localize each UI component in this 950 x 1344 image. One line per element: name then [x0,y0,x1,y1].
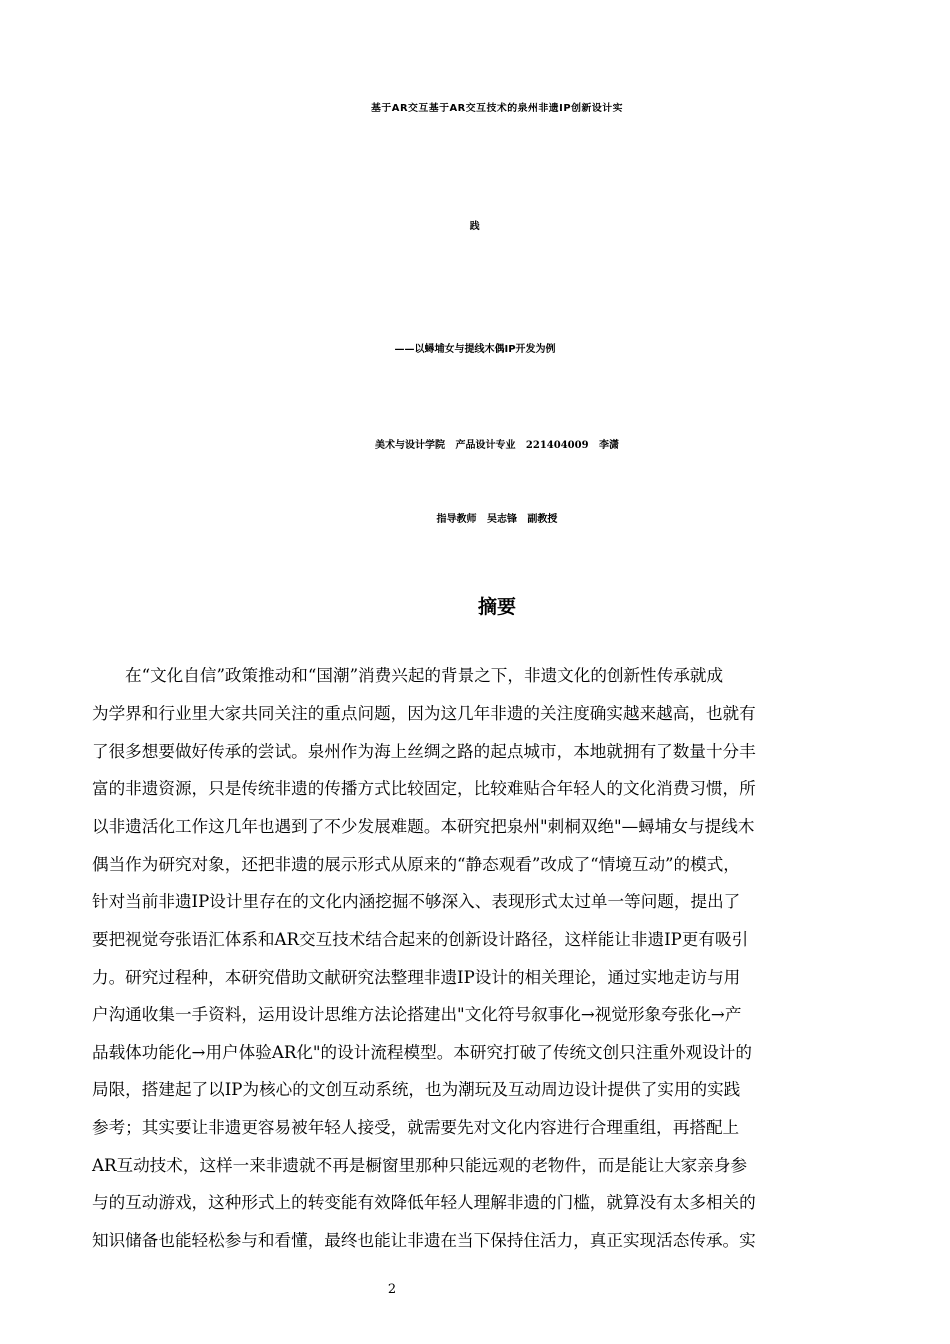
subtitle: ——以蟳埔女与提线木偶IP开发为例 [394,344,556,355]
abstract-line: 在“文化自信”政策推动和“国潮”消费兴起的背景之下，非遗文化的创新性传承就成 [125,666,724,685]
abstract-line: 要把视觉夸张语汇体系和AR交互技术结合起来的创新设计路径，这样能让非遗IP更有吸引 [92,930,749,949]
abstract-line: 知识储备也能轻松参与和看懂，最终也能让非遗在当下保持住活力，真正实现活态传承。实 [92,1231,756,1250]
abstract-line: 品载体功能化→用户体验AR化"的设计流程模型。本研究打破了传统文创只注重外观设计的 [92,1043,752,1062]
abstract-line: 针对当前非遗IP设计里存在的文化内涵挖掘不够深入、表现形式太过单一等问题，提出了 [92,892,741,911]
abstract-line: 户沟通收集一手资料，运用设计思维方法论搭建出"文化符号叙事化→视觉形象夸张化→产 [92,1005,742,1024]
abstract-line: 以非遗活化工作这几年也遇到了不少发展难题。本研究把泉州"刺桐双绝"—蟳埔女与提线木 [92,817,755,836]
abstract-line: 为学界和行业里大家共同关注的重点问题，因为这几年非遗的关注度确实越来越高，也就有 [92,704,756,723]
page-number: 2 [387,1282,397,1297]
abstract-heading: 摘要 [477,596,516,618]
abstract-line: 力。研究过程种，本研究借助文献研究法整理非遗IP设计的相关理论，通过实地走访与用 [92,968,741,987]
advisor-line: 指导教师 吴志锋 副教授 [436,514,558,525]
abstract-line: 局限，搭建起了以IP为核心的文创互动系统，也为潮玩及互动周边设计提供了实用的实践 [92,1080,741,1099]
abstract-line: 偶当作为研究对象，还把非遗的展示形式从原来的“静态观看”改成了“情境互动”的模式， [92,855,740,874]
title-line-2: 践 [469,221,481,232]
author-line: 美术与设计学院 产品设计专业 221404009 李潇 [375,440,619,451]
abstract-line: 与的互动游戏，这种形式上的转变能有效降低年轻人理解非遗的门槛，就算没有太多相关的 [92,1193,756,1212]
abstract-line: 参考；其实要让非遗更容易被年轻人接受，就需要先对文化内容进行合理重组，再搭配上 [92,1118,740,1137]
title-line-1: 基于AR交互基于AR交互技术的泉州非遗IP创新设计实 [371,103,623,114]
abstract-line: 了很多想要做好传承的尝试。泉州作为海上丝绸之路的起点城市，本地就拥有了数量十分丰 [92,742,756,761]
abstract-line: AR互动技术，这样一来非遗就不再是橱窗里那种只能远观的老物件，而是能让大家亲身参 [92,1156,748,1175]
abstract-line: 富的非遗资源，只是传统非遗的传播方式比较固定，比较难贴合年轻人的文化消费习惯，所 [92,779,756,798]
